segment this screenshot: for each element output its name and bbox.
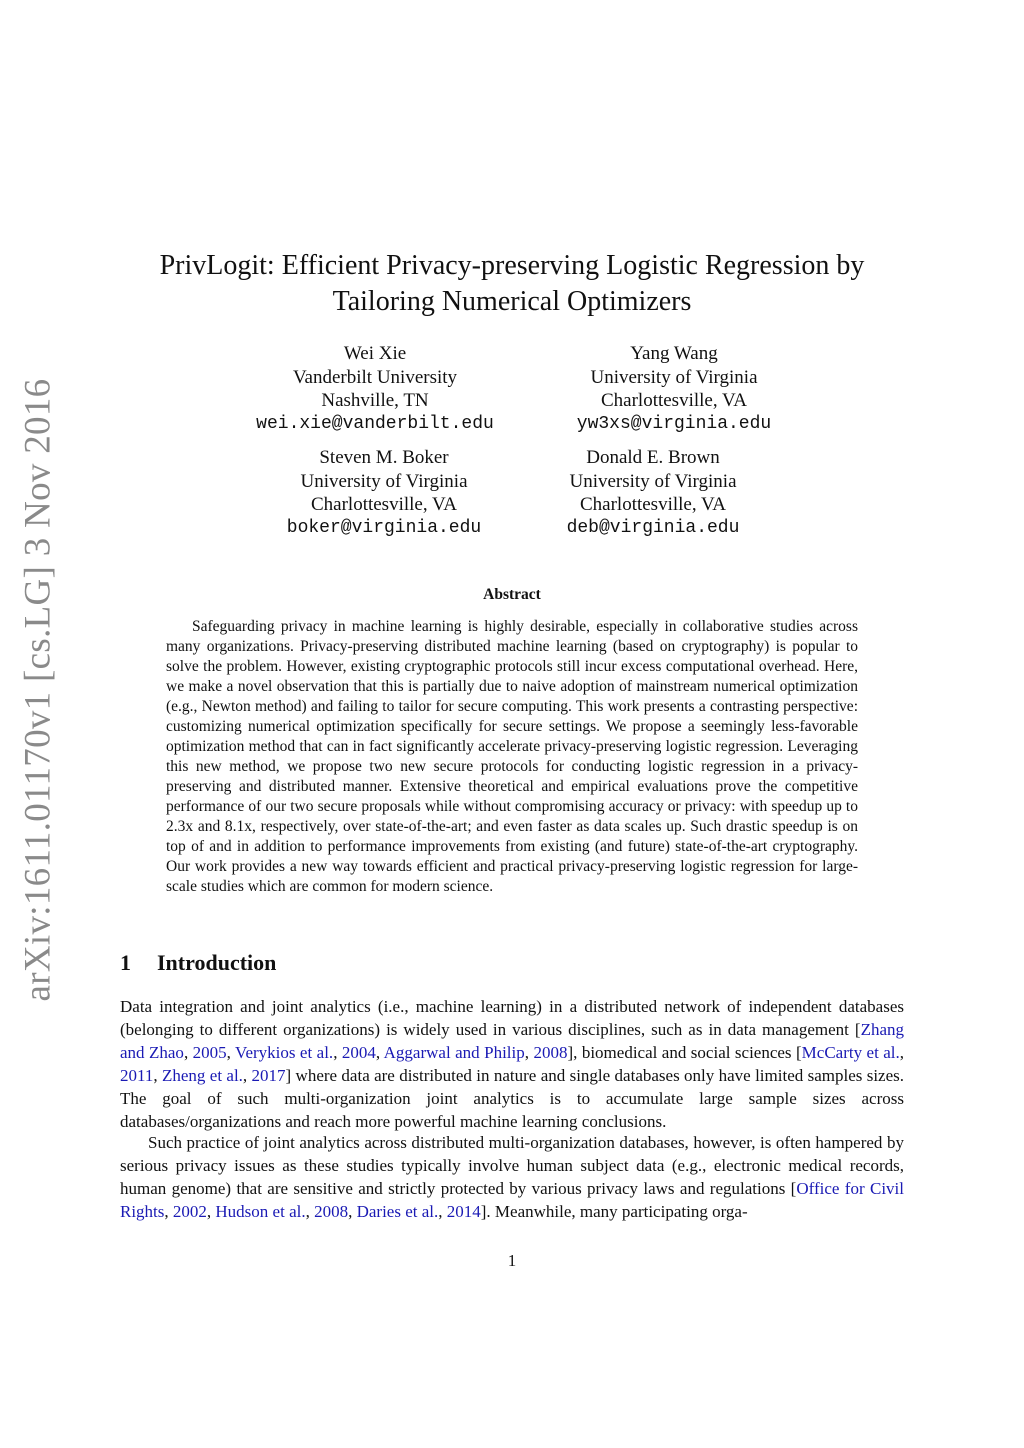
- citation-link[interactable]: 2005: [192, 1043, 227, 1062]
- text-span: ,: [899, 1043, 905, 1062]
- author-location: Nashville, TN: [321, 390, 429, 411]
- author-name: Yang Wang: [630, 343, 718, 364]
- text-span: ] where data are distributed in nature and single databases only have limited samples sizes. The goal of such multi-organization joint analytics is to accumulate large sample sizes across databases/organizations and reach more powerful machine learning conclusions.: [120, 1066, 905, 1131]
- author-location: Charlottesville, VA: [579, 494, 727, 515]
- author-card: [524, 342, 824, 436]
- citation-link[interactable]: Zhang and Zhao: [120, 1020, 904, 1062]
- text-span: Such practice of joint analytics across distributed multi-organization databases, however, is often hampered by serious privacy issues as these studies typically involve human subject data (e.g., electronic medical records, human genome) that are sensitive and strictly protected by various privacy laws and regulations [: [120, 1133, 904, 1198]
- citation-link[interactable]: 2008: [533, 1043, 568, 1062]
- citation-link[interactable]: 2002: [172, 1202, 207, 1221]
- author-email: deb@virginia.edu: [566, 517, 740, 538]
- title-line-1: PrivLogit: Efficient Privacy-preserving Logistic Regression by: [159, 250, 865, 281]
- text-span: ,: [375, 1043, 384, 1062]
- intro-paragraph-2: [120, 1131, 904, 1223]
- author-card: [503, 446, 803, 540]
- arxiv-side-stamp: [8, 378, 68, 1002]
- intro-paragraph-1: [120, 995, 904, 1133]
- text-span: ,: [305, 1202, 315, 1221]
- author-affiliation: Vanderbilt University: [292, 366, 458, 388]
- text-span: ], biomedical and social sciences [: [567, 1043, 802, 1062]
- text-span: ,: [206, 1202, 216, 1221]
- section-title: Introduction: [157, 950, 277, 975]
- text-span: Data integration and joint analytics (i.e., machine learning) in a distributed network of independent databases (belonging to different organizations) is widely used in various disciplines, such as in data management [: [120, 997, 904, 1039]
- citation-link[interactable]: 2014: [446, 1202, 481, 1221]
- citation-link[interactable]: Hudson et al.: [215, 1202, 306, 1221]
- citation-link[interactable]: Office for Civil Rights: [120, 1179, 904, 1221]
- text-span: ,: [524, 1043, 534, 1062]
- author-card: [225, 342, 525, 436]
- author-name: Steven M. Boker: [319, 447, 449, 468]
- paper-title: [120, 248, 904, 320]
- author-card: [234, 446, 534, 540]
- author-location: Charlottesville, VA: [310, 494, 458, 515]
- text-span: ,: [438, 1202, 447, 1221]
- author-affiliation: University of Virginia: [590, 366, 758, 388]
- author-email: yw3xs@virginia.edu: [576, 413, 772, 434]
- text-span: ,: [348, 1202, 357, 1221]
- text-span: ,: [333, 1043, 342, 1062]
- citation-link[interactable]: 2004: [341, 1043, 376, 1062]
- citation-link[interactable]: 2011: [120, 1066, 154, 1085]
- citation-link[interactable]: 2008: [314, 1202, 349, 1221]
- page-number: 1: [507, 1251, 517, 1270]
- author-email: boker@virginia.edu: [286, 517, 482, 538]
- citation-link[interactable]: Verykios et al.: [235, 1043, 334, 1062]
- title-line-2: Tailoring Numerical Optimizers: [332, 286, 692, 317]
- author-affiliation: University of Virginia: [300, 470, 468, 492]
- author-name: Wei Xie: [343, 343, 407, 364]
- text-span: ,: [164, 1202, 173, 1221]
- text-span: ]. Meanwhile, many participating orga-: [480, 1202, 748, 1221]
- citation-link[interactable]: Daries et al.: [356, 1202, 439, 1221]
- section-heading: [120, 950, 276, 976]
- text-span: ,: [153, 1066, 162, 1085]
- author-affiliation: University of Virginia: [569, 470, 737, 492]
- text-span: ,: [183, 1043, 193, 1062]
- text-span: ,: [226, 1043, 236, 1062]
- arxiv-identifier: arXiv:1611.01170v1 [cs.LG] 3 Nov 2016: [17, 378, 59, 1002]
- author-location: Charlottesville, VA: [600, 390, 748, 411]
- section-number: 1: [120, 950, 131, 975]
- author-email: wei.xie@vanderbilt.edu: [256, 413, 494, 434]
- abstract-text: Safeguarding privacy in machine learning is highly desirable, especially in collaborative studies across many organizations. Privacy-preserving distributed machine learning (based on cryptography) is popular to solve the problem. However, existing cryptographic protocols still incur excess computational overhead. Here, we make a novel observation that this is partially due to naive adoption of mainstream numerical optimization (e.g., Newton method) and failing to tailor for secure computing. This work presents a contrasting perspective: customizing numerical optimization specifically for secure settings. We propose a seemingly less-favorable optimization method that can in fact significantly accelerate privacy-preserving logistic regression. Leveraging this new method, we propose two new secure protocols for conducting logistic regression in a privacy-preserving and distributed manner. Extensive theoretical and empirical evaluations prove the competitive performance of our two secure proposals while without compromising accuracy or privacy: with speedup up to 2.3x and 8.1x, respectively, over state-of-the-art; and even faster as data scales up. Such drastic speedup is on top of and in addition to performance improvements from existing (and future) state-of-the-art cryptography. Our work provides a new way towards efficient and practical privacy-preserving logistic regression for large-scale studies which are common for modern science.: [166, 618, 858, 895]
- abstract-heading: Abstract: [483, 586, 541, 603]
- citation-link[interactable]: Zheng et al.: [161, 1066, 243, 1085]
- citation-link[interactable]: 2017: [251, 1066, 286, 1085]
- citation-link[interactable]: Aggarwal and Philip: [383, 1043, 525, 1062]
- text-span: ,: [242, 1066, 252, 1085]
- citation-link[interactable]: McCarty et al.: [801, 1043, 900, 1062]
- author-name: Donald E. Brown: [586, 447, 720, 468]
